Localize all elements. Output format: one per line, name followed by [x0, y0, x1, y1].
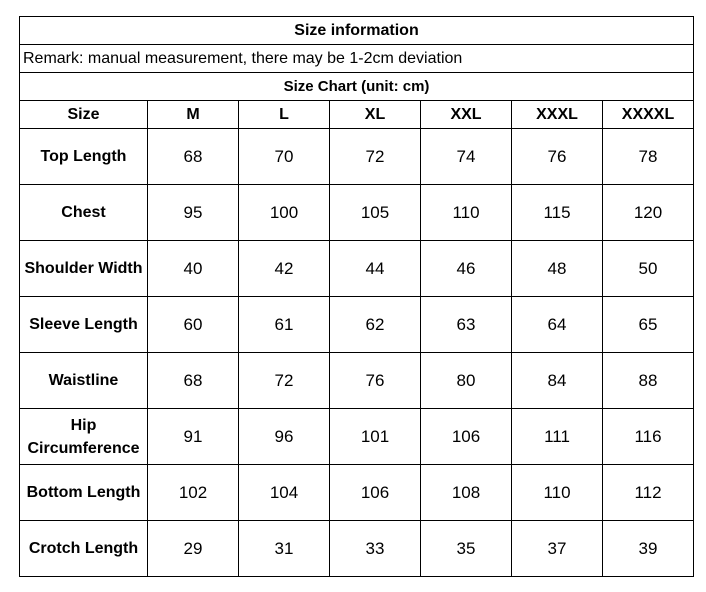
table-cell: 39 — [603, 521, 694, 577]
table-cell: 95 — [148, 185, 239, 241]
table-cell: 115 — [512, 185, 603, 241]
table-cell: 74 — [421, 129, 512, 185]
table-row-top-length — [20, 129, 694, 185]
table-cell: 76 — [512, 129, 603, 185]
table-cell: 68 — [148, 129, 239, 185]
table-cell: 35 — [421, 521, 512, 577]
table-cell: 72 — [330, 129, 421, 185]
table-cell: 102 — [148, 465, 239, 521]
row-label: Chest — [20, 185, 148, 241]
row-label: Sleeve Length — [20, 297, 148, 353]
header-size-l: L — [239, 101, 330, 129]
table-cell: 110 — [421, 185, 512, 241]
header-size-xxxxl: XXXXL — [603, 101, 694, 129]
header-size-xl: XL — [330, 101, 421, 129]
table-row-bottom-length — [20, 465, 694, 521]
row-label: Crotch Length — [20, 521, 148, 577]
table-cell: 29 — [148, 521, 239, 577]
header-size-label: Size — [20, 101, 148, 129]
table-cell: 116 — [603, 409, 694, 465]
table-cell: 84 — [512, 353, 603, 409]
remark-text: Remark: manual measurement, there may be 1-2cm deviation — [20, 45, 694, 73]
title-row — [20, 17, 694, 45]
header-size-m: M — [148, 101, 239, 129]
table-cell: 33 — [330, 521, 421, 577]
table-cell: 65 — [603, 297, 694, 353]
table-cell: 108 — [421, 465, 512, 521]
row-label: Top Length — [20, 129, 148, 185]
header-row — [20, 101, 694, 129]
table-row-shoulder-width — [20, 241, 694, 297]
table-row-hip-circumference — [20, 409, 694, 465]
table-cell: 80 — [421, 353, 512, 409]
table-cell: 120 — [603, 185, 694, 241]
table-cell: 110 — [512, 465, 603, 521]
table-row-sleeve-length — [20, 297, 694, 353]
remark-row — [20, 45, 694, 73]
row-label: Shoulder Width — [20, 241, 148, 297]
table-cell: 104 — [239, 465, 330, 521]
row-label: Hip Circumference — [20, 409, 148, 465]
table-cell: 60 — [148, 297, 239, 353]
table-cell: 68 — [148, 353, 239, 409]
table-cell: 44 — [330, 241, 421, 297]
table-cell: 100 — [239, 185, 330, 241]
table-cell: 78 — [603, 129, 694, 185]
table-cell: 46 — [421, 241, 512, 297]
size-chart-subtitle: Size Chart (unit: cm) — [20, 73, 694, 101]
table-cell: 72 — [239, 353, 330, 409]
table-cell: 48 — [512, 241, 603, 297]
table-cell: 105 — [330, 185, 421, 241]
row-label: Waistline — [20, 353, 148, 409]
table-cell: 106 — [421, 409, 512, 465]
table-cell: 63 — [421, 297, 512, 353]
table-title: Size information — [20, 17, 694, 45]
table-cell: 106 — [330, 465, 421, 521]
table-cell: 112 — [603, 465, 694, 521]
table-cell: 64 — [512, 297, 603, 353]
table-cell: 62 — [330, 297, 421, 353]
size-chart-table — [19, 16, 694, 577]
table-cell: 88 — [603, 353, 694, 409]
table-cell: 76 — [330, 353, 421, 409]
table-cell: 96 — [239, 409, 330, 465]
table-cell: 31 — [239, 521, 330, 577]
header-size-xxl: XXL — [421, 101, 512, 129]
table-cell: 91 — [148, 409, 239, 465]
subtitle-row — [20, 73, 694, 101]
table-cell: 101 — [330, 409, 421, 465]
table-row-crotch-length — [20, 521, 694, 577]
table-row-waistline — [20, 353, 694, 409]
table-cell: 40 — [148, 241, 239, 297]
table-cell: 61 — [239, 297, 330, 353]
row-label: Bottom Length — [20, 465, 148, 521]
table-row-chest — [20, 185, 694, 241]
table-cell: 70 — [239, 129, 330, 185]
table-cell: 42 — [239, 241, 330, 297]
header-size-xxxl: XXXL — [512, 101, 603, 129]
table-cell: 50 — [603, 241, 694, 297]
table-cell: 111 — [512, 409, 603, 465]
table-cell: 37 — [512, 521, 603, 577]
